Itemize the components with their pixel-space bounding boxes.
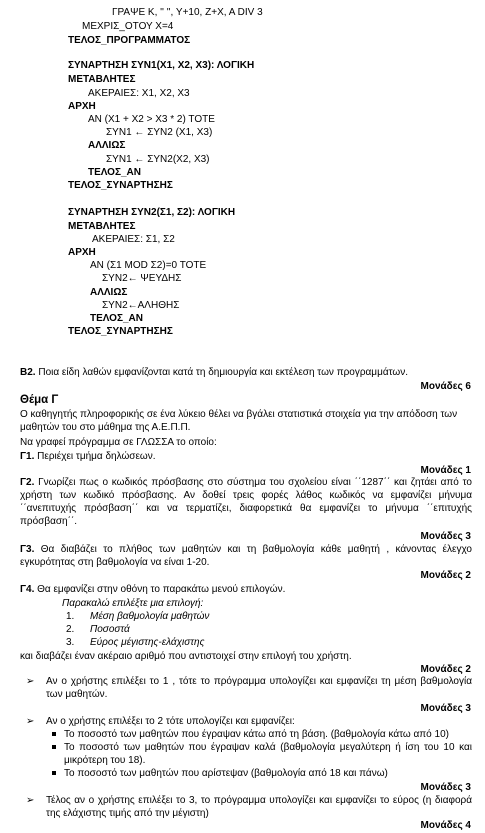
code-line: ΑΡΧΗ [68,101,96,112]
menu-num-3: 3. [66,637,75,648]
code-line: ΣΥΝ1 ← ΣΥΝ2 (Χ1, Χ3) [106,127,213,138]
code-line: ΤΕΛΟΣ_ΑΝ [90,313,143,324]
question-b2 [20,366,472,379]
option2-bullet-3: Το ποσοστό των μαθητών που αρίστεψαν (βαθμολογία από 18 και πάνω) [64,768,388,779]
code-line: ΤΕΛΟΣ_ΠΡΟΓΡΑΜΜΑΤΟΣ [68,35,191,46]
code-line: ΣΥΝ2← ΨΕΥΔΗΣ [102,273,182,284]
question-label: Γ3. [20,544,35,555]
code-line: ΤΕΛΟΣ_ΣΥΝΑΡΤΗΣΗΣ [68,180,173,191]
question-g1 [20,450,156,463]
question-text: Ποια είδη λαθών εμφανίζονται κατά τη δημιουργία και εκτέλεση των προγραμμάτων. [38,367,409,378]
menu-item-3: Εύρος μέγιστης-ελάχιστης [90,637,205,648]
question-g4 [20,583,285,596]
bullet-icon [52,732,56,736]
code-line: ΣΥΝ2←ΑΛΗΘΗΣ [102,300,180,311]
code-line: ΓΡΑΨΕ Κ, '' '', Υ+10, Ζ+Χ, Α DIV 3 [112,7,263,18]
question-label: Γ2. [20,477,35,488]
option2-bullet-2: Το ποσοστό των μαθητών που έγραψαν καλά (βαθμολογία μεγαλύτερη ή ίση του 10 και μικρότερη του 18). [64,742,472,766]
section-title: Θέμα Γ [20,394,59,406]
arrow-icon: ➢ [26,676,35,687]
question-text: Θα εμφανίζει στην οθόνη το παρακάτω μενού επιλογών. [37,584,286,595]
menu-num-1: 1. [66,611,75,622]
code-line: ΜΕΤΑΒΛΗΤΕΣ [68,221,136,232]
intro-text: Ο καθηγητής πληροφορικής σε ένα λύκειο θέλει να βγάλει στατιστικά στοιχεία για την απόδοση των μαθητών του στο μάθημα της Α.Ε.Π.Π. [20,409,458,433]
marks-opt1: Μονάδες 3 [420,703,471,714]
code-line: ΤΕΛΟΣ_ΑΝ [88,167,141,178]
question-text: Περιέχει τμήμα δηλώσεων. [37,451,156,462]
code-line: ΣΥΝΑΡΤΗΣΗ ΣΥΝ1(Χ1, Χ2, Χ3): ΛΟΓΙΚΗ [68,60,255,71]
question-g3 [20,543,472,569]
arrow-icon: ➢ [26,716,35,727]
marks-g4: Μονάδες 2 [420,664,471,675]
question-label: Γ1. [20,451,35,462]
question-g2 [20,476,472,528]
option2-bullet-1: Το ποσοστό των μαθητών που έγραψαν κάτω από τη βάση. (βαθμολογία κάτω από 10) [64,729,449,740]
menu-title: Παρακαλώ επιλέξτε μια επιλογή: [62,598,204,609]
bullet-icon [52,745,56,749]
arrow-icon: ➢ [26,795,35,806]
code-line: ΣΥΝΑΡΤΗΣΗ ΣΥΝ2(Σ1, Σ2): ΛΟΓΙΚΗ [68,207,236,218]
option2-text: Αν ο χρήστης επιλέξει το 2 τότε υπολογίζει και εμφανίζει: [46,716,295,727]
code-line: ΑΚΕΡΑΙΕΣ: Σ1, Σ2 [92,234,175,245]
code-line: ΑΚΕΡΑΙΕΣ: Χ1, Χ2, Χ3 [88,88,190,99]
prompt-text: Να γραφεί πρόγραμμα σε ΓΛΩΣΣΑ το οποίο: [20,437,217,448]
code-line: ΑΝ (Χ1 + Χ2 > Χ3 * 2) ΤΟΤΕ [88,114,215,125]
marks-g1: Μονάδες 1 [420,465,471,476]
marks-opt3: Μονάδες 4 [420,820,471,831]
code-line: ΑΝ (Σ1 MOD Σ2)=0 ΤΟΤΕ [90,260,207,271]
marks-b2: Μονάδες 6 [420,381,471,392]
marks-opt2: Μονάδες 3 [420,782,471,793]
menu-item-1: Μέση βαθμολογία μαθητών [90,611,210,622]
code-line: ΜΕΧΡΙΣ_ΟΤΟΥ Χ=4 [82,21,174,32]
menu-num-2: 2. [66,624,75,635]
marks-g2: Μονάδες 3 [420,531,471,542]
question-text: Γνωρίζει πως ο κωδικός πρόσβασης στο σύστημα του σχολείου είναι ΄΄1287΄΄ και ζητάει από το χρήστη των κωδικό πρόσβασης. Αν δοθεί τρεις φορές λάθος κωδικός να εμφανίζει μήνυμα ΄΄ανεπιτυχής πρόσβαση΄΄ και να τερματίζει, διαφορετικά θα εμφανίζει το μήνυμα ΄΄επιτυχής πρόσβαση΄΄. [20,477,472,527]
question-label: Γ4. [20,584,35,595]
menu-after-text: και διαβάζει έναν ακέραιο αριθμό που αντιστοιχεί στην επιλογή του χρήστη. [20,651,352,662]
menu-item-2: Ποσοστά [90,624,130,635]
code-line: ΣΥΝ1 ← ΣΥΝ2(Χ2, Χ3) [106,154,210,165]
code-line: ΑΛΛΙΩΣ [90,287,128,298]
code-line: ΤΕΛΟΣ_ΣΥΝΑΡΤΗΣΗΣ [68,326,173,337]
option1-text: Αν ο χρήστης επιλέξει το 1 , τότε το πρόγραμμα υπολογίζει και εμφανίζει τη μέση βαθμολογία των μαθητών. [46,676,472,700]
code-line: ΑΛΛΙΩΣ [88,140,126,151]
code-line: ΑΡΧΗ [68,247,96,258]
code-line: ΜΕΤΑΒΛΗΤΕΣ [68,74,136,85]
question-label: Β2. [20,367,36,378]
marks-g3: Μονάδες 2 [420,570,471,581]
bullet-icon [52,771,56,775]
option3-text: Τέλος αν ο χρήστης επιλέξει το 3, το πρόγραμμα υπολογίζει και εμφανίζει το εύρος (η διαφορά της ελάχιστης τιμής από την μέγιστη) [46,795,472,819]
question-text: Θα διαβάζει το πλήθος των μαθητών και τη βαθμολογία κάθε μαθητή , κάνοντας έλεγχο εγκυρότητας στη βαθμολογία να είναι 1-20. [20,544,472,568]
